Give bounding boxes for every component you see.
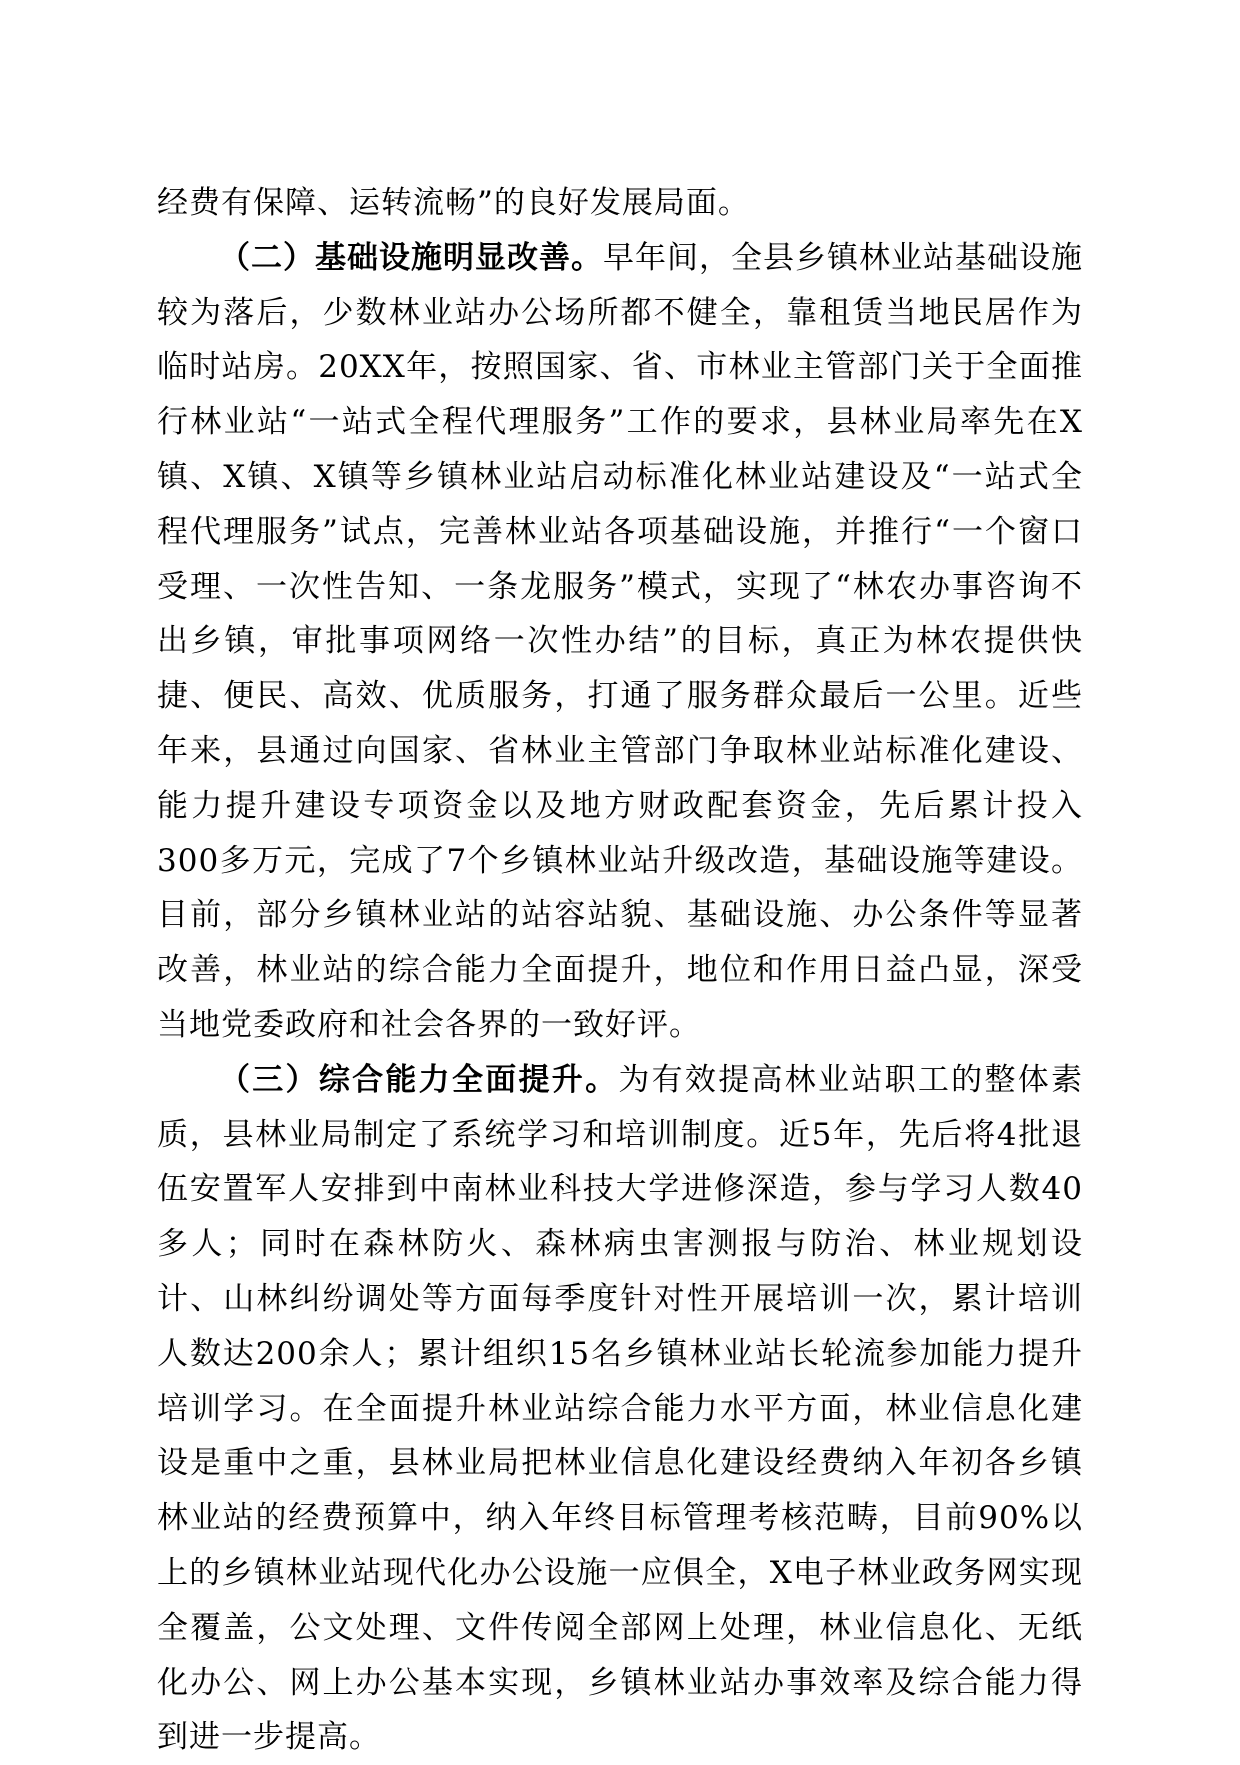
document-body (157, 176, 1083, 1765)
paragraph-infrastructure (157, 231, 1083, 1053)
paragraph-text: 早年间，全县乡镇林业站基础设施较为落后，少数林业站办公场所都不健全，靠租赁当地民居作为临时站房。20XX年，按照国家、省、市林业主管部门关于全面推行林业站“一站式全程代理服务”工作的要求，县林业局率先在X镇、X镇、X镇等乡镇林业站启动标准化林业站建设及“一站式全程代理服务”试点，完善林业站各项基础设施，并推行“一个窗口受理、一次性告知、一条龙服务”模式，实现了“林农办事咨询不出乡镇，审批事项网络一次性办结”的目标，真正为林农提供快捷、便民、高效、优质服务，打通了服务群众最后一公里。近些年来，县通过向国家、省林业主管部门争取林业站标准化建设、能力提升建设专项资金以及地方财政配套资金，先后累计投入300多万元，完成了7个乡镇林业站升级改造，基础设施等建设。目前，部分乡镇林业站的站容站貌、基础设施、办公条件等显著改善，林业站的综合能力全面提升，地位和作用日益凸显，深受当地党委政府和社会各界的一致好评。 (157, 239, 1083, 1043)
paragraph-capability (157, 1053, 1083, 1765)
section-heading: （二）基础设施明显改善。 (219, 239, 603, 276)
paragraph-continuation (157, 176, 1083, 231)
section-heading: （三）综合能力全面提升。 (219, 1061, 619, 1098)
paragraph-text: 经费有保障、运转流畅”的良好发展局面。 (157, 185, 750, 221)
paragraph-text: 为有效提高林业站职工的整体素质，县林业局制定了系统学习和培训制度。近5年，先后将4批退伍安置军人安排到中南林业科技大学进修深造，参与学习人数40多人；同时在森林防火、森林病虫害测报与防治、林业规划设计、山林纠纷调处等方面每季度针对性开展培训一次，累计培训人数达200余人；累计组织15名乡镇林业站长轮流参加能力提升培训学习。在全面提升林业站综合能力水平方面，林业信息化建设是重中之重，县林业局把林业信息化建设经费纳入年初各乡镇林业站的经费预算中，纳入年终目标管理考核范畴，目前90%以上的乡镇林业站现代化办公设施一应俱全，X电子林业政务网实现全覆盖，公文处理、文件传阅全部网上处理，林业信息化、无纸化办公、网上办公基本实现，乡镇林业站办事效率及综合能力得到进一步提高。 (157, 1061, 1083, 1756)
